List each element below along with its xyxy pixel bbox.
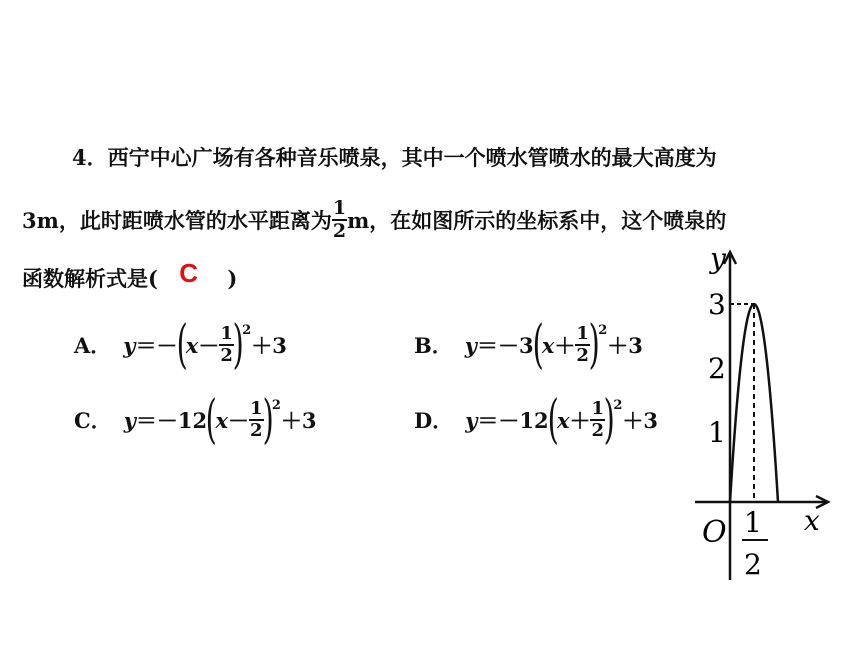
question-text-2a: 3m，此时距喷水管的水平距离为 bbox=[22, 207, 332, 233]
option-var: x bbox=[185, 332, 199, 358]
answer-letter: C bbox=[179, 258, 199, 288]
option-tail: ＋3 bbox=[251, 333, 287, 358]
question-number: 4 bbox=[72, 145, 87, 170]
parabola-graph bbox=[680, 240, 840, 585]
option-b: B． y ＝－3 ( x ＋ $\frac{1}{2}$ ) 2 ＋3 bbox=[414, 315, 643, 375]
option-fraction: $\frac{1}{2}$ bbox=[249, 398, 263, 441]
option-var: x bbox=[556, 407, 570, 433]
option-lhs: y bbox=[465, 407, 478, 433]
x-tick-denominator: 2 bbox=[744, 548, 762, 581]
question-text-1: ．西宁中心广场有各种音乐喷泉，其中一个喷水管喷水的最大高度为 bbox=[86, 145, 717, 170]
question-line-1 bbox=[72, 147, 717, 168]
y-tick-3: 3 bbox=[708, 288, 726, 321]
option-eq: ＝－ bbox=[135, 333, 178, 358]
option-fraction: $\frac{1}{2}$ bbox=[576, 323, 589, 366]
option-tail: ＋3 bbox=[280, 408, 317, 433]
x-tick-numerator: 1 bbox=[744, 506, 762, 539]
option-sign: ＋ bbox=[569, 408, 591, 433]
question-text-3b: ) bbox=[227, 266, 238, 291]
option-power: 2 bbox=[613, 398, 623, 413]
option-lhs: y bbox=[123, 332, 136, 358]
option-tail: ＋3 bbox=[622, 408, 658, 433]
question-text-2b: m，在如图所示的坐标系中，这个喷泉的 bbox=[347, 207, 727, 233]
question-line-3 bbox=[22, 258, 238, 291]
option-sign: － bbox=[227, 408, 249, 433]
option-letter: D． bbox=[414, 408, 454, 433]
option-letter: A． bbox=[74, 333, 112, 358]
option-sign: － bbox=[198, 333, 220, 358]
option-var: x bbox=[215, 407, 228, 433]
option-fraction: $\frac{1}{2}$ bbox=[591, 398, 605, 441]
fraction-denominator: 2 bbox=[332, 220, 347, 242]
option-d: D． y ＝－12 ( x ＋ $\frac{1}{2}$ ) 2 ＋3 bbox=[414, 390, 658, 450]
y-tick-2: 2 bbox=[708, 352, 726, 385]
option-fraction: $\frac{1}{2}$ bbox=[220, 323, 233, 366]
option-power: 2 bbox=[242, 323, 252, 338]
option-var: x bbox=[541, 332, 555, 358]
option-power: 2 bbox=[271, 398, 281, 413]
option-letter: B． bbox=[414, 333, 453, 358]
x-axis-label: x bbox=[804, 504, 820, 537]
option-a: A． y ＝－ ( x － $\frac{1}{2}$ ) 2 ＋3 bbox=[74, 315, 287, 375]
fraction-half bbox=[332, 199, 347, 241]
option-lhs: y bbox=[123, 407, 136, 433]
option-lhs: y bbox=[464, 332, 477, 358]
option-power: 2 bbox=[598, 323, 608, 338]
option-eq: ＝－12 bbox=[477, 408, 549, 433]
option-eq: ＝－3 bbox=[476, 333, 534, 358]
option-sign: ＋ bbox=[554, 333, 576, 358]
question-text-3a: 函数解析式是( bbox=[22, 266, 158, 291]
option-letter: C． bbox=[74, 408, 112, 433]
option-c: C． y ＝－12 ( x － $\frac{1}{2}$ ) 2 ＋3 bbox=[74, 390, 317, 450]
origin-label: O bbox=[702, 515, 727, 550]
y-axis-label: y bbox=[710, 242, 726, 275]
y-tick-1: 1 bbox=[708, 416, 726, 449]
option-eq: ＝－12 bbox=[135, 408, 208, 433]
option-tail: ＋3 bbox=[607, 333, 643, 358]
question-line-2 bbox=[22, 196, 726, 244]
fraction-numerator: 1 bbox=[332, 197, 347, 219]
